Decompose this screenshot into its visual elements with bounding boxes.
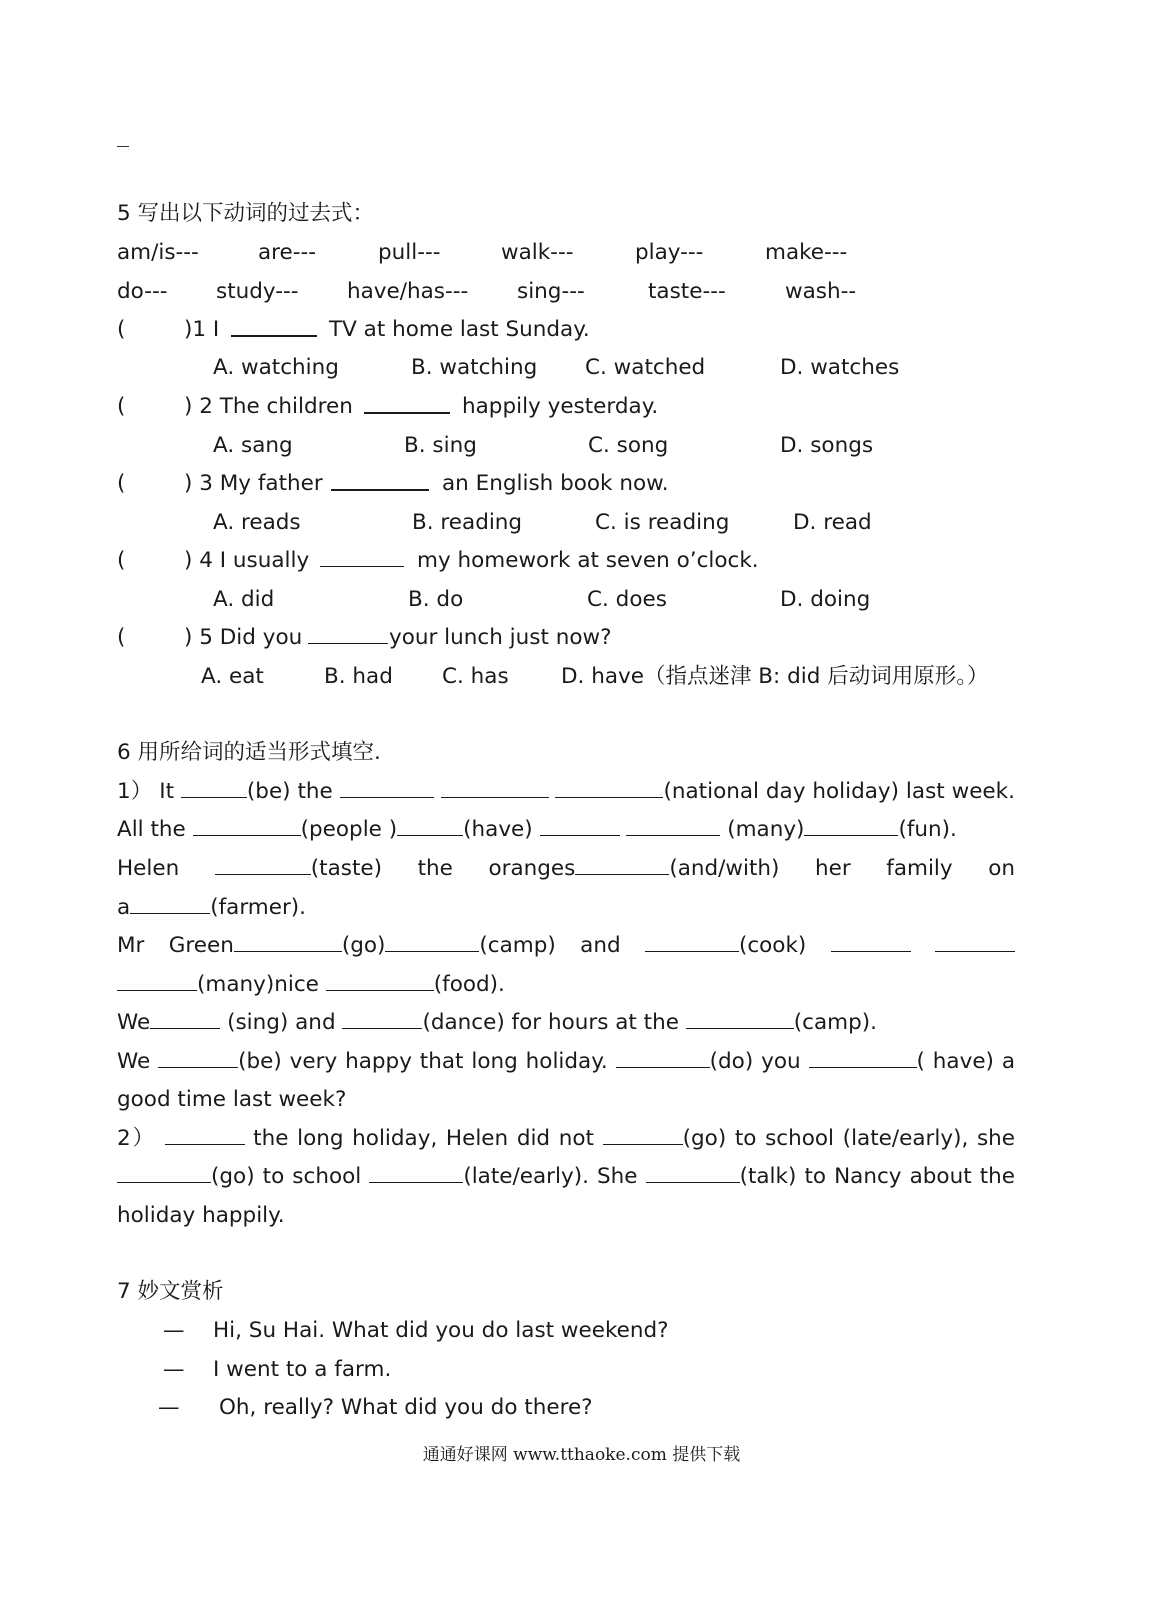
section5-title: 5 写出以下动词的过去式： — [117, 201, 375, 226]
question-stem: ) 2 The children — [184, 394, 353, 419]
option-b: B. had — [324, 664, 393, 689]
hint: (cook) — [738, 933, 807, 958]
verb-item: taste--- — [648, 279, 726, 304]
question-stem: ) 4 I usually — [184, 548, 310, 573]
word: a — [117, 895, 131, 920]
hint: (camp) — [479, 933, 556, 958]
hint: ( have) a — [916, 1049, 1016, 1074]
answer-bracket: ( — [117, 548, 126, 573]
section6-title: 6 用所给词的适当形式填空. — [117, 740, 381, 765]
answer-bracket: ( — [117, 471, 126, 496]
word: family — [886, 856, 953, 881]
answer-blank[interactable] — [320, 546, 404, 567]
hint: (be) very happy that long holiday. — [238, 1049, 608, 1074]
dialogue-dash: — — [163, 1318, 185, 1343]
fill-line-9: good time last week? — [117, 1087, 347, 1112]
answer-blank[interactable] — [369, 1162, 463, 1183]
answer-blank[interactable] — [809, 1047, 917, 1068]
answer-blank[interactable] — [804, 815, 898, 836]
dialogue-dash: — — [163, 1357, 185, 1382]
word: oranges — [488, 856, 576, 881]
answer-blank[interactable] — [441, 777, 549, 798]
hint: (go) to school — [211, 1164, 362, 1189]
fill-line-3 — [117, 854, 1015, 884]
answer-blank[interactable] — [385, 931, 479, 952]
option-c: C. does — [587, 587, 667, 612]
option-a: A. sang — [213, 433, 293, 458]
answer-blank[interactable] — [626, 815, 720, 836]
answer-blank[interactable] — [340, 777, 434, 798]
hint: (be) the — [246, 779, 333, 804]
hint: (many) — [727, 817, 805, 842]
option-d: D. watches — [780, 355, 900, 380]
answer-blank[interactable] — [645, 931, 739, 952]
verb-item: have/has--- — [347, 279, 469, 304]
option-b: B. watching — [411, 355, 538, 380]
option-a: A. eat — [201, 664, 264, 689]
option-a: A. reads — [213, 510, 301, 535]
verb-item: do--- — [117, 279, 168, 304]
answer-blank[interactable] — [603, 1124, 683, 1145]
fill-line-10 — [117, 1124, 1015, 1154]
hint: (food). — [433, 972, 505, 997]
fill-line-11 — [117, 1162, 1015, 1192]
option-d: D. songs — [780, 433, 874, 458]
answer-blank[interactable] — [540, 815, 620, 836]
question-stem: ) 5 Did you — [184, 625, 303, 650]
answer-bracket: ( — [117, 394, 126, 419]
answer-blank[interactable] — [117, 970, 197, 991]
answer-bracket: ( — [117, 317, 126, 342]
option-c: C. song — [588, 433, 669, 458]
footer-watermark: 通通好课网 www.tthaoke.com 提供下载 — [422, 1445, 741, 1465]
word: All the — [117, 817, 186, 842]
verb-item: study--- — [216, 279, 299, 304]
hint: (national day holiday) last week. — [663, 779, 1015, 804]
option-c: C. is reading — [595, 510, 730, 535]
answer-blank[interactable] — [935, 931, 1015, 952]
option-d: D. read — [793, 510, 872, 535]
verb-item: sing--- — [517, 279, 585, 304]
question-text: your lunch just now? — [389, 625, 612, 650]
answer-blank[interactable] — [130, 893, 210, 914]
hint: (dance) for hours at the — [422, 1010, 679, 1035]
answer-blank[interactable] — [165, 1124, 245, 1145]
hint: (fun). — [898, 817, 957, 842]
item-number: 2） — [117, 1126, 156, 1151]
question-stem: )1 I — [184, 317, 220, 342]
hint: (many)nice — [197, 972, 319, 997]
option-b: B. reading — [412, 510, 523, 535]
hint: (do) you — [709, 1049, 801, 1074]
option-a: A. watching — [213, 355, 339, 380]
hint: (late/early). She — [463, 1164, 638, 1189]
answer-blank[interactable] — [342, 1008, 422, 1029]
option-b: B. do — [408, 587, 464, 612]
fill-line-2 — [117, 815, 957, 845]
answer-blank[interactable] — [234, 931, 342, 952]
question-text: my homework at seven o’clock. — [417, 548, 759, 573]
dialogue-text: Oh, really? What did you do there? — [219, 1395, 593, 1420]
question-text: happily yesterday. — [462, 394, 659, 419]
question-text: TV at home last Sunday. — [329, 317, 590, 342]
answer-blank[interactable] — [686, 1008, 794, 1029]
word: Helen — [117, 856, 180, 881]
hint: (camp). — [793, 1010, 877, 1035]
word: Green — [168, 933, 234, 958]
stray-dash-mark — [117, 146, 129, 147]
verb-item: am/is--- — [117, 240, 199, 265]
option-d-with-tip: D. have（指点迷津 B: did 后动词用原形。） — [561, 664, 989, 689]
word: on — [988, 856, 1015, 881]
hint: (talk) to Nancy about the — [739, 1164, 1015, 1189]
answer-blank[interactable] — [326, 970, 434, 991]
word: and — [580, 933, 621, 958]
fill-line-7 — [117, 1008, 877, 1038]
word: We — [117, 1010, 151, 1035]
dialogue-dash: — — [158, 1395, 180, 1420]
hint: the long holiday, Helen did not — [253, 1126, 594, 1151]
fill-line-12: holiday happily. — [117, 1203, 285, 1228]
option-c: C. has — [442, 664, 509, 689]
item-number: 1） — [117, 779, 153, 804]
verb-item: play--- — [635, 240, 704, 265]
answer-blank[interactable] — [308, 623, 388, 644]
hint: (and/with) — [669, 856, 780, 881]
section7-title: 7 妙文赏析 — [117, 1279, 224, 1304]
dialogue-text: I went to a farm. — [213, 1357, 392, 1382]
answer-blank[interactable] — [331, 469, 429, 491]
hint: (sing) and — [227, 1010, 336, 1035]
option-d: D. doing — [780, 587, 871, 612]
answer-blank[interactable] — [555, 777, 663, 798]
answer-blank[interactable] — [193, 815, 301, 836]
question-text: an English book now. — [442, 471, 669, 496]
answer-blank[interactable] — [397, 815, 463, 836]
answer-blank[interactable] — [364, 392, 450, 414]
word: Mr — [117, 933, 145, 958]
fill-line-5 — [117, 931, 1015, 961]
answer-blank[interactable] — [215, 854, 311, 875]
verb-item: pull--- — [378, 240, 441, 265]
verb-item: wash-- — [785, 279, 857, 304]
hint: (farmer). — [210, 895, 307, 920]
dialogue-text: Hi, Su Hai. What did you do last weekend? — [213, 1318, 669, 1343]
answer-blank[interactable] — [231, 315, 317, 337]
answer-blank[interactable] — [616, 1047, 710, 1068]
hint: (go) — [341, 933, 386, 958]
verb-item: make--- — [765, 240, 848, 265]
answer-blank[interactable] — [117, 1162, 211, 1183]
answer-bracket: ( — [117, 625, 126, 650]
word: We — [117, 1049, 151, 1074]
answer-blank[interactable] — [575, 854, 669, 875]
verb-item: are--- — [258, 240, 317, 265]
fill-line-6 — [117, 970, 505, 1000]
option-a: A. did — [213, 587, 275, 612]
answer-blank[interactable] — [646, 1162, 740, 1183]
word: her — [815, 856, 851, 881]
question-stem: ) 3 My father — [184, 471, 323, 496]
verb-item: walk--- — [501, 240, 574, 265]
word: the — [417, 856, 453, 881]
answer-blank[interactable] — [181, 777, 247, 798]
word: It — [159, 779, 175, 804]
fill-line-4 — [117, 893, 306, 923]
hint: (people ) — [300, 817, 398, 842]
hint: (go) to school (late/early), she — [682, 1126, 1015, 1151]
answer-blank[interactable] — [150, 1008, 220, 1029]
fill-line-8 — [117, 1047, 1015, 1077]
answer-blank[interactable] — [158, 1047, 238, 1068]
hint: (have) — [463, 817, 533, 842]
fill-line-1 — [117, 777, 1015, 807]
option-c: C. watched — [585, 355, 706, 380]
hint: (taste) — [310, 856, 383, 881]
answer-blank[interactable] — [831, 931, 911, 952]
option-b: B. sing — [404, 433, 477, 458]
